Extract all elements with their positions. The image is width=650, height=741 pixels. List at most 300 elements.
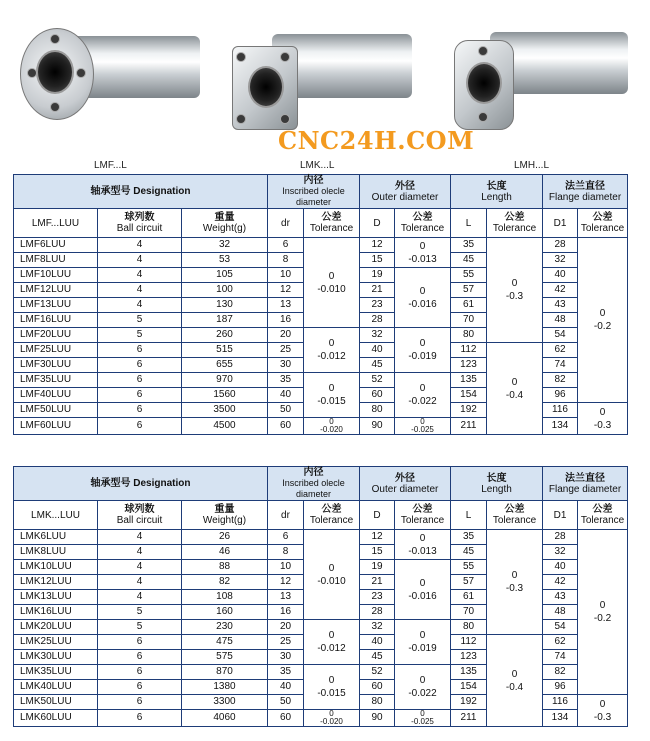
ball-circuit-cell: 6 — [98, 418, 182, 435]
inscribed-header: 内径 Inscribed olecle diameter — [268, 467, 360, 501]
header-row-1 — [14, 175, 628, 209]
lmk-bearing-image — [228, 24, 418, 134]
model-cell: LMF40LUU — [14, 388, 98, 403]
caption-lmf: LMF...L — [94, 160, 127, 171]
d1-cell: 28 — [543, 530, 578, 545]
weight-cell: 4500 — [182, 418, 268, 435]
d-cell: 32 — [360, 620, 395, 635]
l-cell: 70 — [451, 313, 487, 328]
length-header: 长度 Length — [451, 467, 543, 501]
d1-cell: 32 — [543, 253, 578, 268]
d-tolerance-header: 公差 Tolerance — [395, 209, 451, 238]
d1-cell: 74 — [543, 358, 578, 373]
d1-cell: 96 — [543, 680, 578, 695]
tolerance-lower: -0.2 — [593, 321, 612, 332]
d1-cell: 42 — [543, 575, 578, 590]
d-cell: 60 — [360, 388, 395, 403]
dr-cell: 50 — [268, 403, 304, 418]
tolerance-upper: 0 — [419, 285, 426, 297]
dr-tolerance-cell — [304, 418, 360, 435]
d-cell: 19 — [360, 560, 395, 575]
table-row — [14, 238, 628, 253]
d-header: D — [360, 501, 395, 530]
d1-cell: 54 — [543, 620, 578, 635]
tolerance-lower: -0.025 — [411, 717, 434, 726]
watermark-text: CNC24H.COM — [278, 126, 475, 155]
weight-cell: 655 — [182, 358, 268, 373]
dr-cell: 12 — [268, 283, 304, 298]
l-cell: 45 — [451, 253, 487, 268]
ball-circuit-cell: 6 — [98, 665, 182, 680]
d-tolerance-cell — [395, 560, 451, 620]
tolerance-upper: 0 — [599, 406, 606, 418]
l-cell: 57 — [451, 283, 487, 298]
dr-cell: 16 — [268, 313, 304, 328]
model-cell: LMK16LUU — [14, 605, 98, 620]
d1-cell: 32 — [543, 545, 578, 560]
tolerance-lower: -0.3 — [593, 419, 612, 431]
d1-cell: 40 — [543, 268, 578, 283]
dr-cell: 40 — [268, 388, 304, 403]
l-tolerance-cell — [487, 343, 543, 435]
tolerance-lower: -0.019 — [408, 643, 437, 654]
d1-cell: 96 — [543, 388, 578, 403]
d-cell: 90 — [360, 710, 395, 727]
d-cell: 21 — [360, 283, 395, 298]
designation-header: 轴承型号 Designation — [14, 467, 268, 501]
tolerance-upper: 0 — [599, 698, 606, 710]
tolerance-lower: -0.010 — [317, 283, 346, 295]
d-cell: 32 — [360, 328, 395, 343]
d-cell: 40 — [360, 635, 395, 650]
caption-lmh: LMH...L — [514, 160, 550, 171]
d1-tolerance-cell — [578, 695, 628, 727]
dr-cell: 25 — [268, 343, 304, 358]
ball-circuit-cell: 4 — [98, 530, 182, 545]
l-cell: 55 — [451, 560, 487, 575]
dr-tolerance-cell — [304, 328, 360, 373]
tolerance-lower: -0.3 — [505, 583, 524, 594]
model-header: LMK...LUU — [14, 501, 98, 530]
d-tolerance-header: 公差 Tolerance — [395, 501, 451, 530]
d-cell: 60 — [360, 680, 395, 695]
tolerance-upper: 0 — [511, 278, 518, 289]
model-cell: LMF16LUU — [14, 313, 98, 328]
d1-cell: 62 — [543, 343, 578, 358]
l-cell: 135 — [451, 665, 487, 680]
l-cell: 192 — [451, 403, 487, 418]
model-cell: LMK60LUU — [14, 710, 98, 727]
ball-circuit-cell: 4 — [98, 575, 182, 590]
l-cell: 70 — [451, 605, 487, 620]
ball-circuit-cell: 4 — [98, 268, 182, 283]
ball-header: 球列数 Ball circuit — [98, 209, 182, 238]
l-cell: 211 — [451, 418, 487, 435]
d-cell: 19 — [360, 268, 395, 283]
l-cell: 211 — [451, 710, 487, 727]
d-cell: 15 — [360, 545, 395, 560]
tolerance-lower: -0.022 — [408, 688, 437, 699]
d1-cell: 62 — [543, 635, 578, 650]
ball-circuit-cell: 4 — [98, 590, 182, 605]
l-cell: 80 — [451, 328, 487, 343]
weight-cell: 475 — [182, 635, 268, 650]
model-header: LMF...LUU — [14, 209, 98, 238]
ball-circuit-cell: 6 — [98, 358, 182, 373]
d1-cell: 48 — [543, 605, 578, 620]
l-tolerance-cell — [487, 530, 543, 635]
tolerance-lower: -0.3 — [593, 711, 612, 723]
spec-table-lmk — [13, 466, 628, 727]
tolerance-upper: 0 — [328, 675, 335, 686]
tolerance-upper: 0 — [420, 709, 425, 718]
model-cell: LMF6LUU — [14, 238, 98, 253]
dr-tolerance-header: 公差 Tolerance — [304, 209, 360, 238]
ball-circuit-cell: 5 — [98, 313, 182, 328]
d-cell: 52 — [360, 373, 395, 388]
dr-cell: 60 — [268, 418, 304, 435]
dr-cell: 35 — [268, 373, 304, 388]
tolerance-lower: -0.012 — [317, 351, 346, 362]
dr-cell: 6 — [268, 238, 304, 253]
d1-tolerance-header: 公差 Tolerance — [578, 501, 628, 530]
weight-cell: 575 — [182, 650, 268, 665]
model-cell: LMF60LUU — [14, 418, 98, 435]
ball-circuit-cell: 6 — [98, 710, 182, 727]
length-header: 长度 Length — [451, 175, 543, 209]
tolerance-upper: 0 — [511, 570, 518, 581]
ball-circuit-cell: 4 — [98, 545, 182, 560]
model-cell: LMF13LUU — [14, 298, 98, 313]
tolerance-upper: 0 — [419, 577, 426, 589]
dr-tolerance-cell — [304, 665, 360, 710]
d-cell: 21 — [360, 575, 395, 590]
l-tolerance-cell — [487, 238, 543, 343]
l-cell: 112 — [451, 635, 487, 650]
header-row-1 — [14, 467, 628, 501]
d1-cell: 82 — [543, 665, 578, 680]
d-tolerance-cell — [395, 373, 451, 418]
model-cell: LMK8LUU — [14, 545, 98, 560]
model-cell: LMF12LUU — [14, 283, 98, 298]
d1-tolerance-cell — [578, 403, 628, 435]
d-cell: 90 — [360, 418, 395, 435]
tolerance-lower: -0.015 — [317, 688, 346, 699]
l-cell: 154 — [451, 680, 487, 695]
l-tolerance-header: 公差 Tolerance — [487, 501, 543, 530]
tolerance-lower: -0.015 — [317, 396, 346, 407]
tolerance-lower: -0.025 — [411, 425, 434, 434]
d-cell: 80 — [360, 695, 395, 710]
d-header: D — [360, 209, 395, 238]
tolerance-upper: 0 — [328, 270, 335, 282]
model-cell: LMF50LUU — [14, 403, 98, 418]
weight-cell: 970 — [182, 373, 268, 388]
tolerance-lower: -0.020 — [320, 717, 343, 726]
table-body — [14, 467, 628, 727]
ball-circuit-cell: 6 — [98, 343, 182, 358]
caption-lmk: LMK...L — [300, 160, 335, 171]
d-cell: 12 — [360, 530, 395, 545]
ball-circuit-cell: 4 — [98, 560, 182, 575]
d-tolerance-cell — [395, 238, 451, 268]
d-cell: 45 — [360, 650, 395, 665]
dr-tolerance-cell — [304, 238, 360, 328]
l-cell: 123 — [451, 650, 487, 665]
tolerance-lower: -0.013 — [408, 545, 437, 557]
model-cell: LMF25LUU — [14, 343, 98, 358]
d-cell: 52 — [360, 665, 395, 680]
d1-cell: 74 — [543, 650, 578, 665]
ball-circuit-cell: 6 — [98, 650, 182, 665]
d-cell: 23 — [360, 590, 395, 605]
tolerance-upper: 0 — [511, 668, 518, 680]
d1-cell: 43 — [543, 590, 578, 605]
weight-cell: 230 — [182, 620, 268, 635]
model-cell: LMF10LUU — [14, 268, 98, 283]
ball-circuit-cell: 6 — [98, 695, 182, 710]
weight-cell: 3500 — [182, 403, 268, 418]
d1-tolerance-header: 公差 Tolerance — [578, 209, 628, 238]
tolerance-lower: -0.016 — [408, 298, 437, 310]
l-cell: 192 — [451, 695, 487, 710]
l-cell: 80 — [451, 620, 487, 635]
model-cell: LMK6LUU — [14, 530, 98, 545]
d-cell: 15 — [360, 253, 395, 268]
tolerance-upper: 0 — [419, 383, 426, 394]
dr-cell: 12 — [268, 575, 304, 590]
d1-tolerance-cell — [578, 238, 628, 403]
ball-header: 球列数 Ball circuit — [98, 501, 182, 530]
lmf-bearing-image — [20, 18, 200, 128]
ball-circuit-cell: 4 — [98, 298, 182, 313]
d1-cell: 42 — [543, 283, 578, 298]
d1-cell: 54 — [543, 328, 578, 343]
weight-cell: 26 — [182, 530, 268, 545]
weight-cell: 53 — [182, 253, 268, 268]
model-cell: LMK40LUU — [14, 680, 98, 695]
d-cell: 23 — [360, 298, 395, 313]
d-tolerance-cell — [395, 268, 451, 328]
model-cell: LMF35LUU — [14, 373, 98, 388]
model-cell: LMK35LUU — [14, 665, 98, 680]
tolerance-upper: 0 — [419, 338, 426, 349]
table-body — [14, 175, 628, 435]
tolerance-lower: -0.010 — [317, 575, 346, 587]
weight-cell: 105 — [182, 268, 268, 283]
l-cell: 135 — [451, 373, 487, 388]
tolerance-upper: 0 — [419, 240, 426, 252]
dr-cell: 8 — [268, 545, 304, 560]
dr-cell: 13 — [268, 590, 304, 605]
tolerance-lower: -0.2 — [593, 613, 612, 624]
dr-tolerance-cell — [304, 373, 360, 418]
spec-table-lmf — [13, 174, 628, 435]
model-cell: LMK50LUU — [14, 695, 98, 710]
tolerance-lower: -0.016 — [408, 590, 437, 602]
tolerance-upper: 0 — [419, 532, 426, 544]
weight-cell: 260 — [182, 328, 268, 343]
d-cell: 80 — [360, 403, 395, 418]
tolerance-upper: 0 — [329, 417, 334, 426]
weight-cell: 1560 — [182, 388, 268, 403]
d1-tolerance-cell — [578, 530, 628, 695]
d1-header: D1 — [543, 501, 578, 530]
model-cell: LMF8LUU — [14, 253, 98, 268]
tolerance-upper: 0 — [419, 675, 426, 686]
d-tolerance-cell — [395, 530, 451, 560]
flange-header: 法兰直径 Flange diameter — [543, 467, 628, 501]
d-tolerance-cell — [395, 665, 451, 710]
dr-cell: 10 — [268, 560, 304, 575]
tolerance-upper: 0 — [328, 338, 335, 349]
d1-cell: 43 — [543, 298, 578, 313]
header-row-2 — [14, 501, 628, 530]
inscribed-header: 内径 Inscribed olecle diameter — [268, 175, 360, 209]
weight-cell: 187 — [182, 313, 268, 328]
product-photos — [0, 0, 650, 140]
dr-cell: 16 — [268, 605, 304, 620]
weight-cell: 870 — [182, 665, 268, 680]
ball-circuit-cell: 6 — [98, 388, 182, 403]
d-tolerance-cell — [395, 418, 451, 435]
l-cell: 112 — [451, 343, 487, 358]
tolerance-upper: 0 — [419, 630, 426, 641]
d-tolerance-cell — [395, 328, 451, 373]
l-cell: 61 — [451, 298, 487, 313]
d1-cell: 28 — [543, 238, 578, 253]
tolerance-lower: -0.4 — [505, 681, 524, 693]
dr-cell: 20 — [268, 328, 304, 343]
model-cell: LMF20LUU — [14, 328, 98, 343]
ball-circuit-cell: 4 — [98, 238, 182, 253]
dr-cell: 8 — [268, 253, 304, 268]
weight-cell: 100 — [182, 283, 268, 298]
tolerance-upper: 0 — [599, 308, 606, 319]
weight-cell: 3300 — [182, 695, 268, 710]
model-cell: LMK10LUU — [14, 560, 98, 575]
tolerance-upper: 0 — [329, 709, 334, 718]
ball-circuit-cell: 6 — [98, 680, 182, 695]
dr-cell: 10 — [268, 268, 304, 283]
weight-cell: 32 — [182, 238, 268, 253]
ball-circuit-cell: 5 — [98, 605, 182, 620]
dr-cell: 30 — [268, 650, 304, 665]
d1-cell: 48 — [543, 313, 578, 328]
dr-tolerance-cell — [304, 710, 360, 727]
d-cell: 12 — [360, 238, 395, 253]
dr-cell: 60 — [268, 710, 304, 727]
d-tolerance-cell — [395, 710, 451, 727]
l-tolerance-header: 公差 Tolerance — [487, 209, 543, 238]
tolerance-upper: 0 — [328, 562, 335, 574]
ball-circuit-cell: 6 — [98, 635, 182, 650]
tolerance-lower: -0.020 — [320, 425, 343, 434]
l-cell: 123 — [451, 358, 487, 373]
d1-header: D1 — [543, 209, 578, 238]
dr-cell: 50 — [268, 695, 304, 710]
tolerance-lower: -0.019 — [408, 351, 437, 362]
dr-cell: 25 — [268, 635, 304, 650]
weight-header: 重量 Weight(g) — [182, 501, 268, 530]
header-row-2 — [14, 209, 628, 238]
model-cell: LMK13LUU — [14, 590, 98, 605]
d-tolerance-cell — [395, 620, 451, 665]
tolerance-upper: 0 — [599, 600, 606, 611]
l-cell: 45 — [451, 545, 487, 560]
l-header: L — [451, 209, 487, 238]
tolerance-lower: -0.4 — [505, 389, 524, 401]
designation-header: 轴承型号 Designation — [14, 175, 268, 209]
tolerance-lower: -0.013 — [408, 253, 437, 265]
l-cell: 35 — [451, 238, 487, 253]
tolerance-upper: 0 — [328, 630, 335, 641]
dr-cell: 6 — [268, 530, 304, 545]
d-cell: 45 — [360, 358, 395, 373]
d1-cell: 134 — [543, 710, 578, 727]
lmh-bearing-image — [450, 26, 630, 136]
model-cell: LMK20LUU — [14, 620, 98, 635]
model-cell: LMK25LUU — [14, 635, 98, 650]
l-cell: 154 — [451, 388, 487, 403]
dr-cell: 13 — [268, 298, 304, 313]
d1-cell: 116 — [543, 695, 578, 710]
weight-cell: 46 — [182, 545, 268, 560]
ball-circuit-cell: 5 — [98, 620, 182, 635]
dr-cell: 30 — [268, 358, 304, 373]
outer-header: 外径 Outer diameter — [360, 467, 451, 501]
dr-header: dr — [268, 209, 304, 238]
ball-circuit-cell: 4 — [98, 253, 182, 268]
d1-cell: 134 — [543, 418, 578, 435]
weight-cell: 160 — [182, 605, 268, 620]
weight-cell: 4060 — [182, 710, 268, 727]
table-row — [14, 530, 628, 545]
tolerance-lower: -0.3 — [505, 291, 524, 302]
tolerance-upper: 0 — [328, 383, 335, 394]
d1-cell: 82 — [543, 373, 578, 388]
model-cell: LMF30LUU — [14, 358, 98, 373]
dr-tolerance-cell — [304, 620, 360, 665]
d1-cell: 40 — [543, 560, 578, 575]
d1-cell: 116 — [543, 403, 578, 418]
weight-cell: 130 — [182, 298, 268, 313]
dr-tolerance-cell — [304, 530, 360, 620]
ball-circuit-cell: 4 — [98, 283, 182, 298]
dr-cell: 20 — [268, 620, 304, 635]
l-cell: 61 — [451, 590, 487, 605]
tolerance-lower: -0.022 — [408, 396, 437, 407]
d-cell: 28 — [360, 605, 395, 620]
d-cell: 40 — [360, 343, 395, 358]
tolerance-upper: 0 — [420, 417, 425, 426]
d-cell: 28 — [360, 313, 395, 328]
l-cell: 55 — [451, 268, 487, 283]
l-cell: 57 — [451, 575, 487, 590]
ball-circuit-cell: 6 — [98, 403, 182, 418]
weight-header: 重量 Weight(g) — [182, 209, 268, 238]
ball-circuit-cell: 5 — [98, 328, 182, 343]
flange-header: 法兰直径 Flange diameter — [543, 175, 628, 209]
model-cell: LMK30LUU — [14, 650, 98, 665]
outer-header: 外径 Outer diameter — [360, 175, 451, 209]
weight-cell: 82 — [182, 575, 268, 590]
dr-header: dr — [268, 501, 304, 530]
tolerance-upper: 0 — [511, 376, 518, 388]
dr-cell: 40 — [268, 680, 304, 695]
l-cell: 35 — [451, 530, 487, 545]
model-cell: LMK12LUU — [14, 575, 98, 590]
